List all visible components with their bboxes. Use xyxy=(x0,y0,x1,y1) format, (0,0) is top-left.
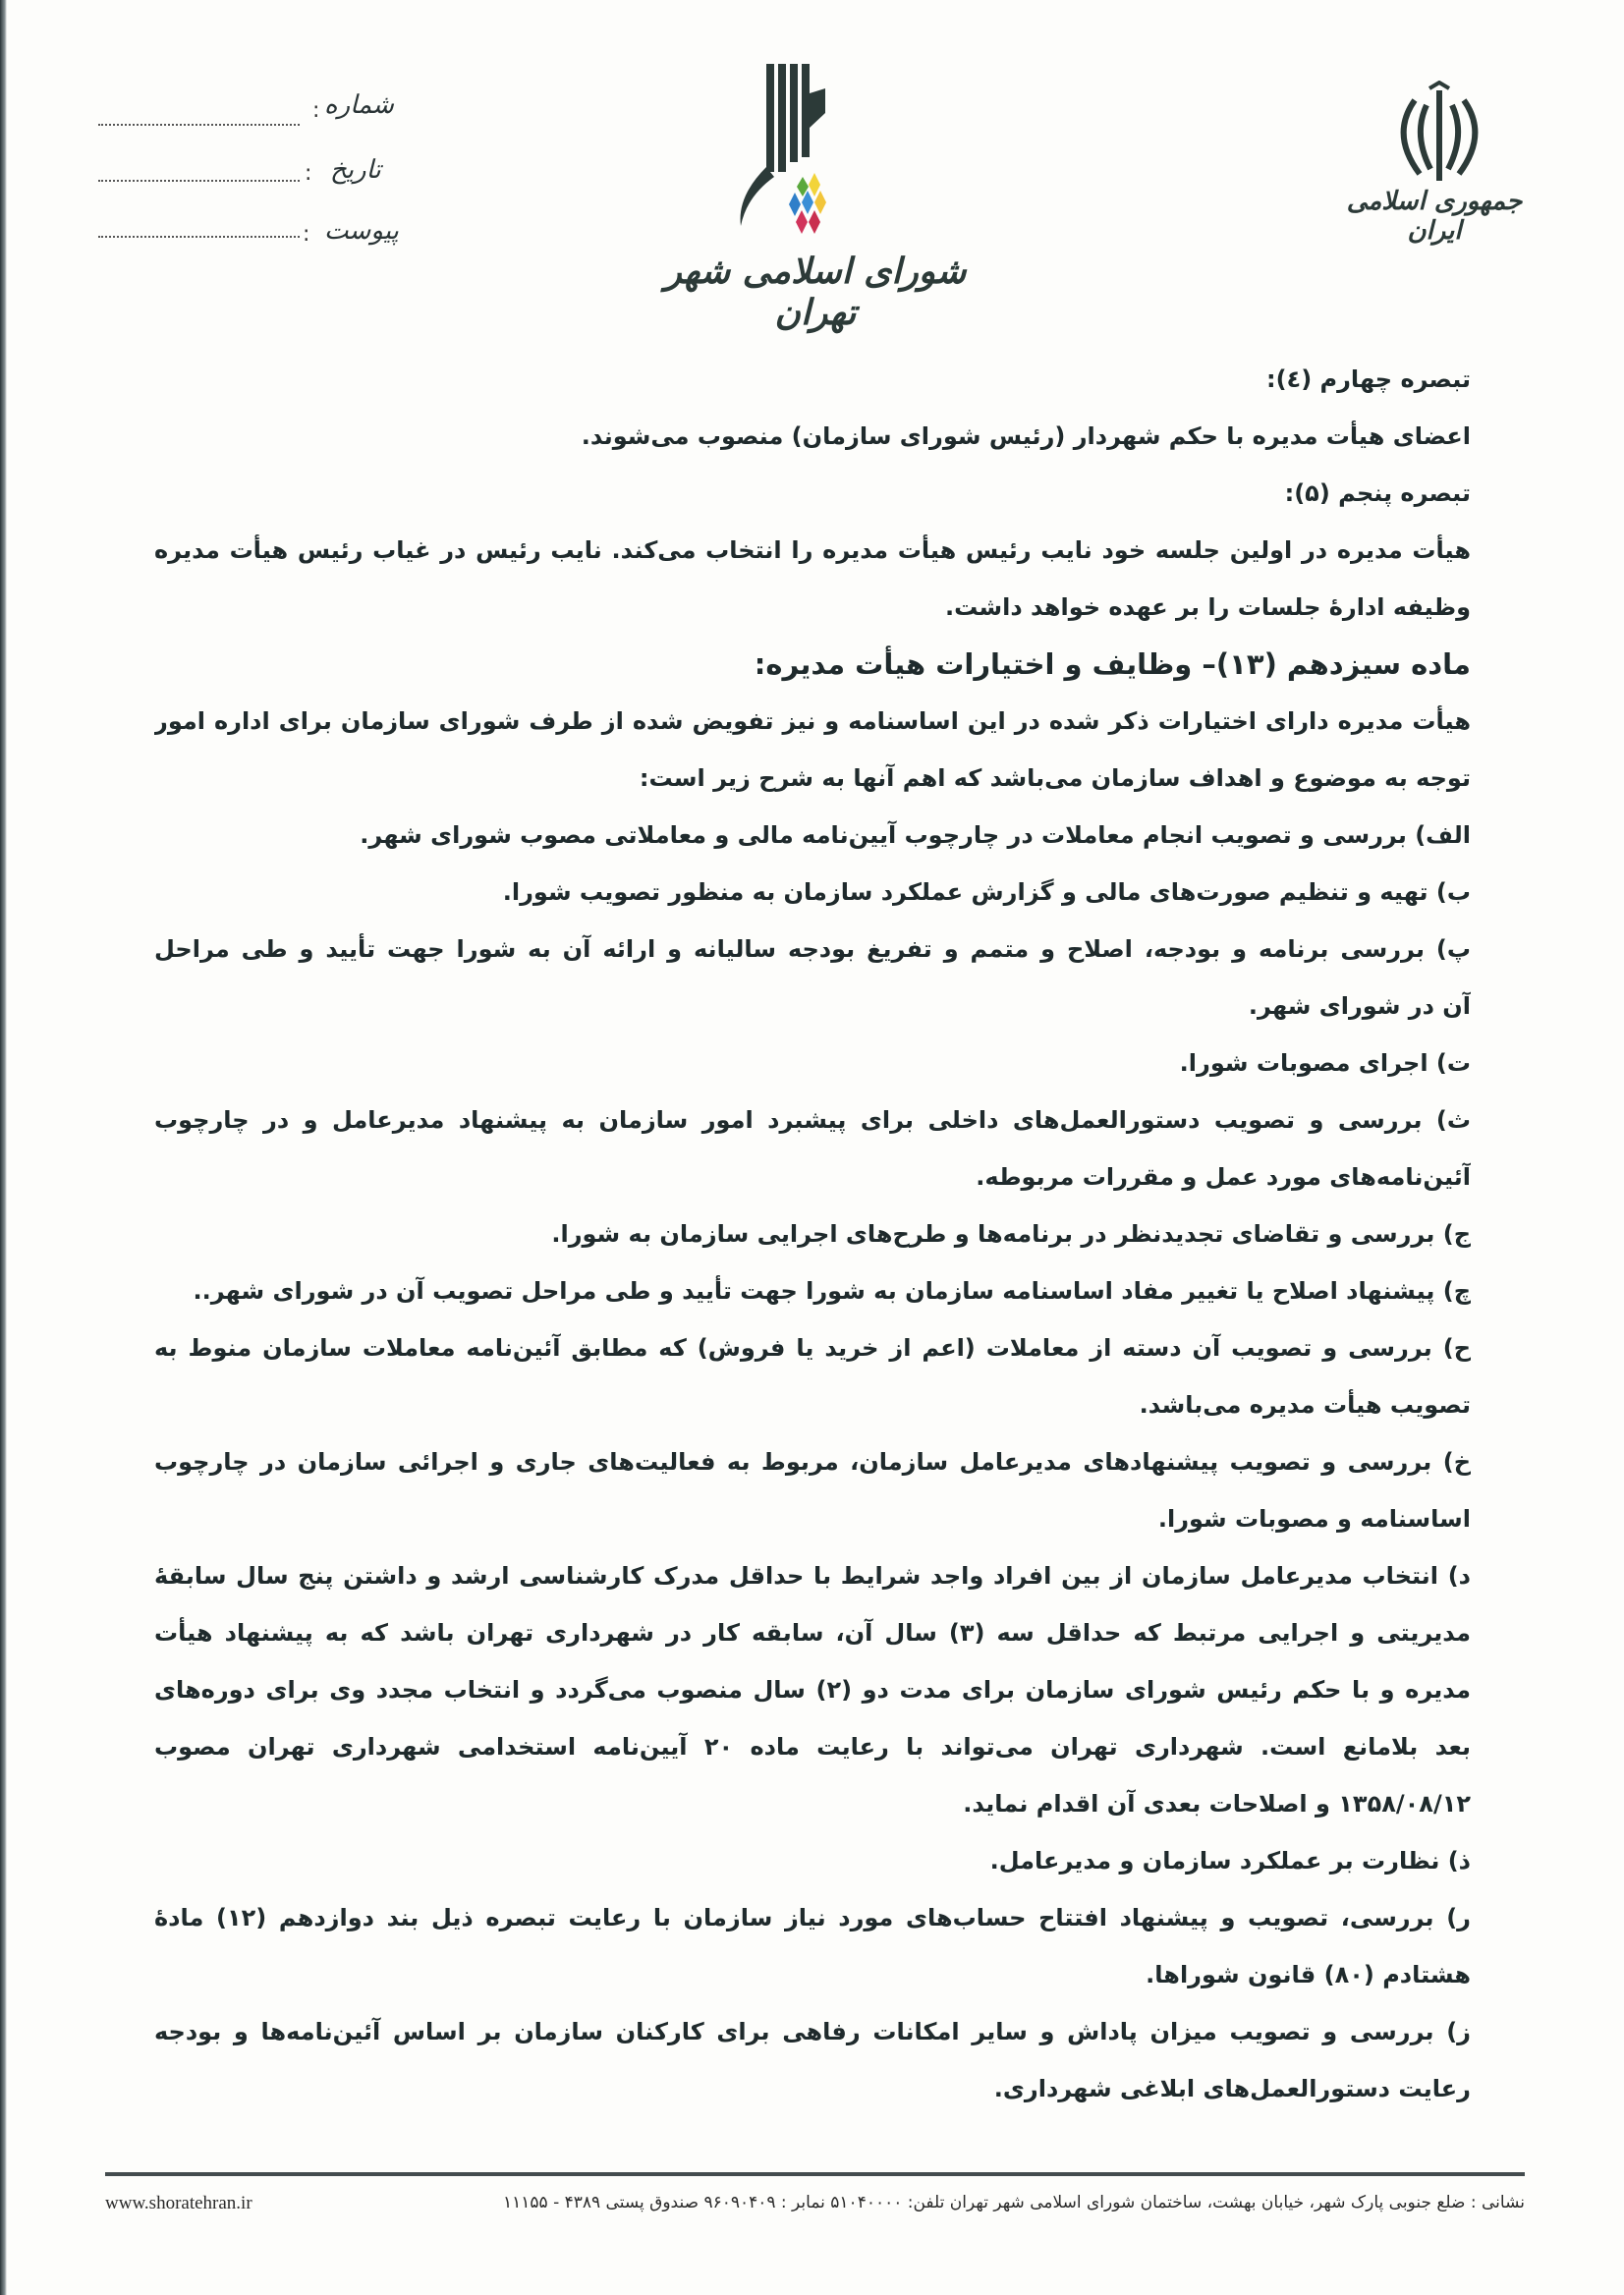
text-line: ۱۳۵۸/۰۸/۱۲ و اصلاحات بعدی آن اقدام نماید. xyxy=(963,1790,1471,1818)
field-label-date: تاریخ xyxy=(330,155,381,185)
text-line: اساسنامه و مصوبات شورا. xyxy=(1157,1505,1471,1533)
text-line: مدیره و با حکم رئیس شورای سازمان برای مدت دو (۲) سال منصوب می‌گردد و انتخاب مجدد وی برای دوره‌های xyxy=(154,1676,1471,1704)
footer-address: نشانی : ضلع جنوبی پارک شهر، خیابان بهشت، ساختمان شورای اسلامی شهر تهران تلفن: ۵۱۰۴۰۰۰۰ نمابر : ۹۶۰۹۰۴۰۹ صندوق پستی ۴۳۸۹ - ۱۱۱۵۵ xyxy=(503,2193,1525,2212)
section-heading: تبصره چهارم (٤): xyxy=(1265,365,1471,393)
text-line: وظیفه ادارهٔ جلسات را بر عهده خواهد داشت. xyxy=(944,593,1471,621)
field-colon: : xyxy=(312,98,320,123)
text-line: ز) بررسی و تصویب میزان پاداش و سایر امکانات رفاهی برای کارکنان سازمان بر اساس آئین‌نامه‌ها و بودجه xyxy=(154,2018,1471,2045)
text-line: بعد بلامانع است. شهرداری تهران می‌تواند با رعایت ماده ۲۰ آیین‌نامه استخدامی شهرداری تهران مصوب xyxy=(154,1733,1471,1761)
field-attachment-line[interactable] xyxy=(98,236,300,238)
text-line: ر) بررسی، تصویب و پیشنهاد افتتاح حساب‌های مورد نیاز سازمان با رعایت تبصره ذیل بند دوازدهم (۱۲) مادهٔ xyxy=(154,1904,1471,1931)
text-line: چ) پیشنهاد اصلاح یا تغییر مفاد اساسنامه سازمان به شورا جهت تأیید و طی مراحل تصویب آن در شورای شهر.. xyxy=(193,1277,1471,1305)
text-line: هیأت مدیره دارای اختیارات ذکر شده در این اساسنامه و نیز تفویض شده از طرف شورای سازمان برای اداره امور xyxy=(154,707,1471,735)
text-line: ج) بررسی و تقاضای تجدیدنظر در برنامه‌ها و طرح‌های اجرایی سازمان به شورا. xyxy=(551,1220,1471,1248)
field-label-number: شماره xyxy=(324,90,394,120)
council-logo-text: شورای اسلامی شهر تهران xyxy=(664,251,967,333)
text-line: رعایت دستورالعمل‌های ابلاغی شهرداری. xyxy=(993,2075,1471,2102)
footer-divider xyxy=(105,2172,1525,2176)
emblem-text: جمهوری اسلامی ایران xyxy=(1346,187,1523,246)
text-line: هیأت مدیره در اولین جلسه خود نایب رئیس هیأت مدیره را انتخاب می‌کند. نایب رئیس در غیاب رئیس هیأت مدیره xyxy=(154,536,1471,564)
scan-edge xyxy=(0,0,7,2295)
document-body xyxy=(154,351,1471,2117)
text-line: آئین‌نامه‌های مورد عمل و مقررات مربوطه. xyxy=(976,1163,1471,1191)
text-line: ت) اجرای مصوبات شورا. xyxy=(1179,1049,1471,1077)
field-label-attachment: پیوست xyxy=(324,216,399,246)
tehran-council-logo-icon xyxy=(727,59,884,246)
section-heading: تبصره پنجم (۵): xyxy=(1284,479,1471,507)
field-date-line[interactable] xyxy=(98,180,300,182)
text-line: آن در شورای شهر. xyxy=(1248,992,1471,1020)
field-colon: : xyxy=(305,161,312,186)
text-line: مدیریتی و اجرایی مرتبط که حداقل سه (۳) سال آن، سابقه کار در شهرداری تهران باشد که به پیشنهاد هیأت xyxy=(154,1619,1471,1647)
text-line: ذ) نظارت بر عملکرد سازمان و مدیرعامل. xyxy=(989,1847,1471,1875)
field-colon: : xyxy=(303,222,310,247)
text-line: ح) بررسی و تصویب آن دسته از معاملات (اعم از خرید یا فروش) که مطابق آئین‌نامه معاملات سازمان منوط به xyxy=(154,1334,1471,1362)
text-line: هشتادم (۸۰) قانون شوراها. xyxy=(1146,1961,1471,1988)
text-line: اعضای هیأت مدیره با حکم شهردار (رئیس شورای سازمان) منصوب می‌شوند. xyxy=(581,422,1471,450)
text-line: تصویب هیأت مدیره می‌باشد. xyxy=(1139,1391,1471,1419)
text-line: ث) بررسی و تصویب دستورالعمل‌های داخلی برای پیشبرد امور سازمان به پیشنهاد مدیرعامل و در چارچوب xyxy=(154,1106,1471,1134)
iran-emblem-icon xyxy=(1385,81,1493,189)
footer-website-link[interactable]: www.shoratehran.ir xyxy=(105,2193,252,2213)
text-line: پ) بررسی برنامه و بودجه، اصلاح و متمم و تفریغ بودجه سالیانه و ارائه آن به شورا جهت تأیید و طی مراحل xyxy=(154,935,1471,963)
article-title: ماده سیزدهم (۱۳)– وظایف و اختیارات هیأت مدیره: xyxy=(754,647,1471,681)
field-number-line[interactable] xyxy=(98,124,300,126)
footer xyxy=(105,2193,1525,2214)
text-line: خ) بررسی و تصویب پیشنهادهای مدیرعامل سازمان، مربوط به فعالیت‌های جاری و اجرائی سازمان در چارچوب xyxy=(154,1448,1471,1476)
text-line: الف) بررسی و تصویب انجام معاملات در چارچوب آیین‌نامه مالی و معاملاتی مصوب شورای شهر. xyxy=(360,821,1471,849)
text-line: ب) تهیه و تنظیم صورت‌های مالی و گزارش عملکرد سازمان به منظور تصویب شورا. xyxy=(502,878,1471,906)
text-line: توجه به موضوع و اهداف سازمان می‌باشد که اهم آنها به شرح زیر است: xyxy=(639,764,1471,792)
text-line: د) انتخاب مدیرعامل سازمان از بین افراد واجد شرایط با حداقل مدرک کارشناسی ارشد و داشتن پنج سال سابقهٔ xyxy=(154,1562,1471,1590)
